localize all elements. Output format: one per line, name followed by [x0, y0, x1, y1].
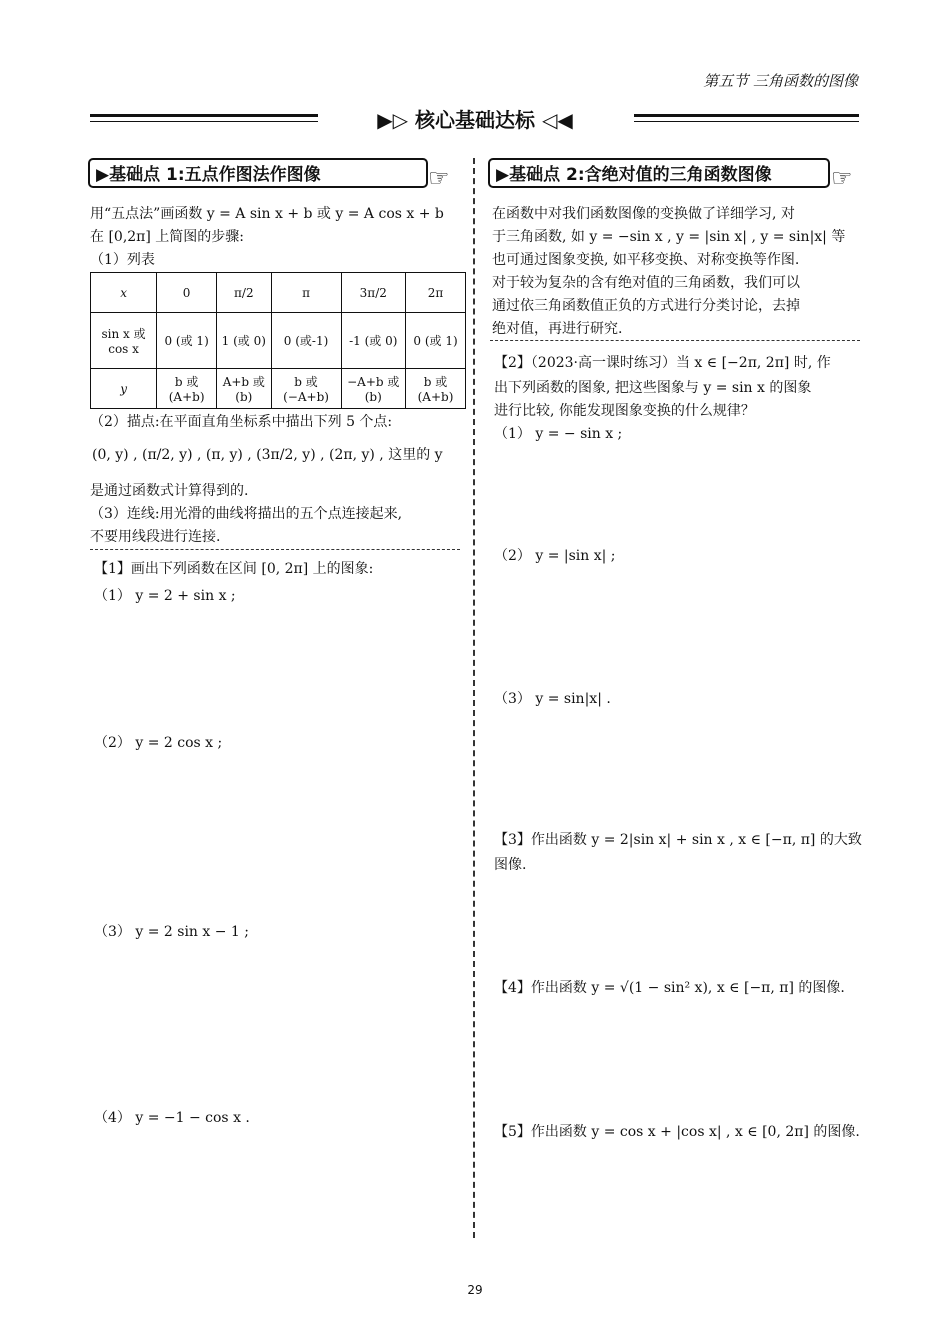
- knowledge-point-1-title: ▶基础点 1:五点作图法作图像: [88, 158, 428, 188]
- table-row: [91, 313, 466, 369]
- intro2-line-3: 也可通过图象变换, 如平移变换、对称变换等作图.: [492, 252, 800, 268]
- intro2-line-1: 在函数中对我们函数图像的变换做了详细学习, 对: [492, 206, 795, 222]
- pointing-hand-icon: ☞: [831, 164, 853, 192]
- intro-line-2: 在 [0,2π] 上简图的步骤:: [90, 229, 245, 245]
- column-divider: [473, 158, 475, 1238]
- table-cell: b 或 (A+b): [406, 369, 466, 409]
- table-cell: 2π: [406, 273, 466, 313]
- knowledge-point-2-title: ▶基础点 2:含绝对值的三角函数图像: [488, 158, 830, 188]
- table-row: [91, 273, 466, 313]
- table-cell: A+b 或(b): [217, 369, 271, 409]
- step-2-points: (0, y) , (π/2, y) , (π, y) , (3π/2, y) , (2π, y) , 这里的 y: [92, 447, 443, 463]
- table-cell: 0 (或-1): [271, 313, 341, 369]
- step-2-line-3: 是通过函数式计算得到的.: [90, 483, 249, 499]
- table-cell: b 或 (−A+b): [271, 369, 341, 409]
- chapter-title: 第五节 三角函数的图像: [703, 72, 858, 90]
- intro2-line-5: 通过依三角函数值正负的方式进行分类讨论，去掉: [492, 298, 800, 314]
- question-1-part-4: （4） y = −1 − cos x .: [94, 1110, 250, 1126]
- pointing-hand-icon: ☞: [428, 164, 450, 192]
- intro2-line-4: 对于较为复杂的含有绝对值的三角函数，我们可以: [492, 275, 800, 291]
- question-1-part-1: （1） y = 2 + sin x ;: [94, 588, 236, 604]
- question-2-part-3: （3） y = sin|x| .: [494, 691, 611, 707]
- section-title: ▶▷ 核心基础达标 ◁◀: [377, 108, 573, 132]
- question-2-line-2: 出下列函数的图象, 把这些图象与 y = sin x 的图象: [494, 380, 812, 396]
- header-rule-left: [90, 114, 318, 117]
- table-cell: 3π/2: [341, 273, 406, 313]
- left-separator: [90, 549, 460, 550]
- table-row: [91, 369, 466, 409]
- table-cell: x: [91, 273, 157, 313]
- question-3-line-2: 图像.: [494, 857, 527, 873]
- question-2-part-2: （2） y = |sin x| ;: [494, 548, 616, 564]
- header-rule-left-thin: [90, 121, 318, 122]
- question-5: 【5】作出函数 y = cos x + |cos x| , x ∈ [0, 2π] 的图像.: [494, 1124, 860, 1140]
- step-3-line-2: 不要用线段进行连接.: [90, 529, 221, 545]
- table-cell: 0: [157, 273, 217, 313]
- intro2-line-6: 绝对值，再进行研究.: [492, 321, 623, 337]
- question-1: 【1】画出下列函数在区间 [0, 2π] 上的图象:: [94, 561, 374, 577]
- question-1-part-3: （3） y = 2 sin x − 1 ;: [94, 924, 249, 940]
- question-2-line-3: 进行比较, 你能发现图象变换的什么规律？: [494, 403, 755, 419]
- table-cell: π/2: [217, 273, 271, 313]
- table-cell: π: [271, 273, 341, 313]
- table-cell: 1 (或 0): [217, 313, 271, 369]
- table-cell: y: [91, 369, 157, 409]
- header-rule-right-thin: [634, 121, 859, 122]
- header-rule-right: [634, 114, 859, 117]
- table-cell: -1 (或 0): [341, 313, 406, 369]
- step-2-line-1: （2）描点:在平面直角坐标系中描出下列 5 个点:: [90, 414, 393, 430]
- intro-line-1: 用“五点法”画函数 y = A sin x + b 或 y = A cos x + b: [90, 206, 444, 222]
- question-1-part-2: （2） y = 2 cos x ;: [94, 735, 223, 751]
- table-cell: b 或 (A+b): [157, 369, 217, 409]
- intro2-line-2: 于三角函数, 如 y = −sin x , y = |sin x| , y = sin|x| 等: [492, 229, 846, 245]
- table-cell: 0 (或 1): [157, 313, 217, 369]
- question-2-line-1: 【2】（2023·高一课时练习）当 x ∈ [−2π, 2π] 时, 作: [494, 355, 831, 371]
- right-separator: [490, 340, 860, 341]
- question-2-part-1: （1） y = − sin x ;: [494, 426, 623, 442]
- page-number: 29: [467, 1283, 483, 1297]
- step-3-line-1: （3）连线:用光滑的曲线将描出的五个点连接起来,: [90, 506, 403, 522]
- question-3-line-1: 【3】作出函数 y = 2|sin x| + sin x , x ∈ [−π, π] 的大致: [494, 832, 862, 848]
- table-cell: 0 (或 1): [406, 313, 466, 369]
- step-1-label: （1）列表: [90, 252, 155, 268]
- table-cell: sin x 或 cos x: [91, 313, 157, 369]
- question-4: 【4】作出函数 y = √(1 − sin² x), x ∈ [−π, π] 的图像.: [494, 980, 845, 996]
- five-point-table: [90, 272, 466, 409]
- table-cell: −A+b 或(b): [341, 369, 406, 409]
